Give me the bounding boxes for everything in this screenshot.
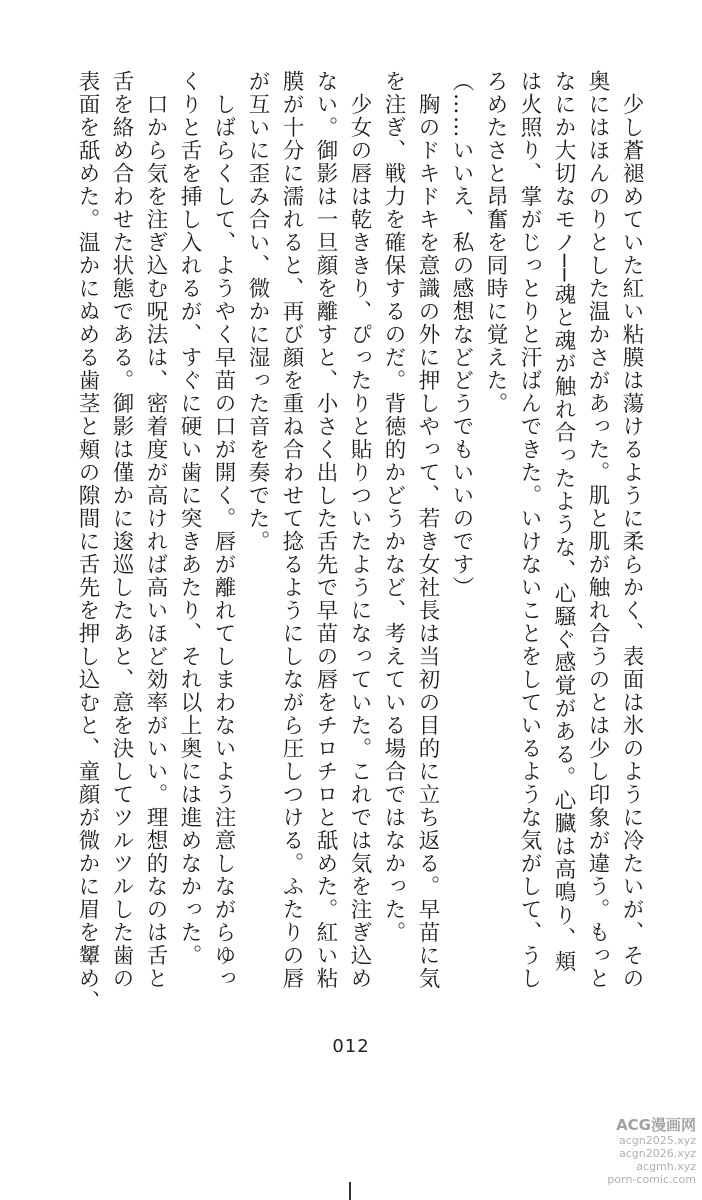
text-column: 膜が十分に濡れると、再び顔を重ね合わせて捻るようにしながら圧しつける。ふたりの唇 — [279, 70, 304, 990]
page-number: 012 — [332, 1036, 370, 1057]
text-column: （……いいえ、私の感想などどうでもいいのです） — [449, 70, 474, 599]
watermark-url: acgn2026.xyz — [618, 1147, 696, 1160]
text-column: くりと舌を挿し入れるが、すぐに硬い歯に突きあたり、それ以上奥には進めなかった。 — [177, 70, 202, 967]
watermark — [578, 1116, 696, 1186]
text-column: 表面を舐めた。温かにぬめる歯茎と頬の隙間に舌先を押し込むと、童顔が微かに眉を顰め、 — [75, 70, 100, 1013]
text-column: が互いに歪み合い、微かに湿った音を奏でた。 — [245, 70, 270, 553]
watermark-url: acgn2025.xyz — [618, 1134, 696, 1147]
watermark-url: porn-comic.com — [607, 1173, 696, 1186]
vertical-text-body — [34, 70, 648, 1015]
text-column: ろめたさと昂奮を同時に覚えた。 — [483, 70, 508, 415]
text-column: しばらくして、ようやく早苗の口が開く。唇が離れてしまわないよう注意しながらゆっ — [211, 70, 236, 990]
text-column: 舌を絡め合わせた状態である。御影は僅かに逡巡したあと、意を決してツルツルした歯の — [109, 70, 134, 990]
text-column: なにか大切なモノ──魂と魂が触れ合ったような、心騒ぐ感覚がある。心臓は高鳴り、頬 — [551, 70, 576, 973]
text-column: 少し蒼褪めていた紅い粘膜は蕩けるように柔らかく、表面は氷のように冷たいが、その — [619, 70, 644, 990]
gutter-mark — [349, 1182, 351, 1200]
text-column: 奥にはほんのりとした温かさがあった。肌と肌が触れ合うのとは少し印象が違う。もっと — [585, 70, 610, 990]
text-column: ない。御影は一旦顔を離すと、小さく出した舌先で早苗の唇をチロチロと舐めた。紅い粘 — [313, 70, 338, 990]
watermark-url: acgmh.xyz — [636, 1160, 696, 1173]
text-column: 胸のドキドキを意識の外に押しやって、若き女社長は当初の目的に立ち返る。早苗に気 — [415, 70, 440, 990]
watermark-brand: ACG漫画网 — [616, 1116, 696, 1134]
text-column: 少女の唇は乾ききり、ぴったりと貼りついたようになっていた。これでは気を注ぎ込め — [347, 70, 372, 990]
text-column: 口から気を注ぎ込む呪法は、密着度が高ければ高いほど効率がいい。理想的なのは舌と — [143, 70, 168, 990]
text-column: を注ぎ、戦力を確保するのだ。背徳的かどうかなど、考えている場合ではなかった。 — [381, 70, 406, 944]
text-column: は火照り、掌がじっとりと汗ばんできた。いけないことをしているような気がして、うし — [517, 70, 542, 990]
